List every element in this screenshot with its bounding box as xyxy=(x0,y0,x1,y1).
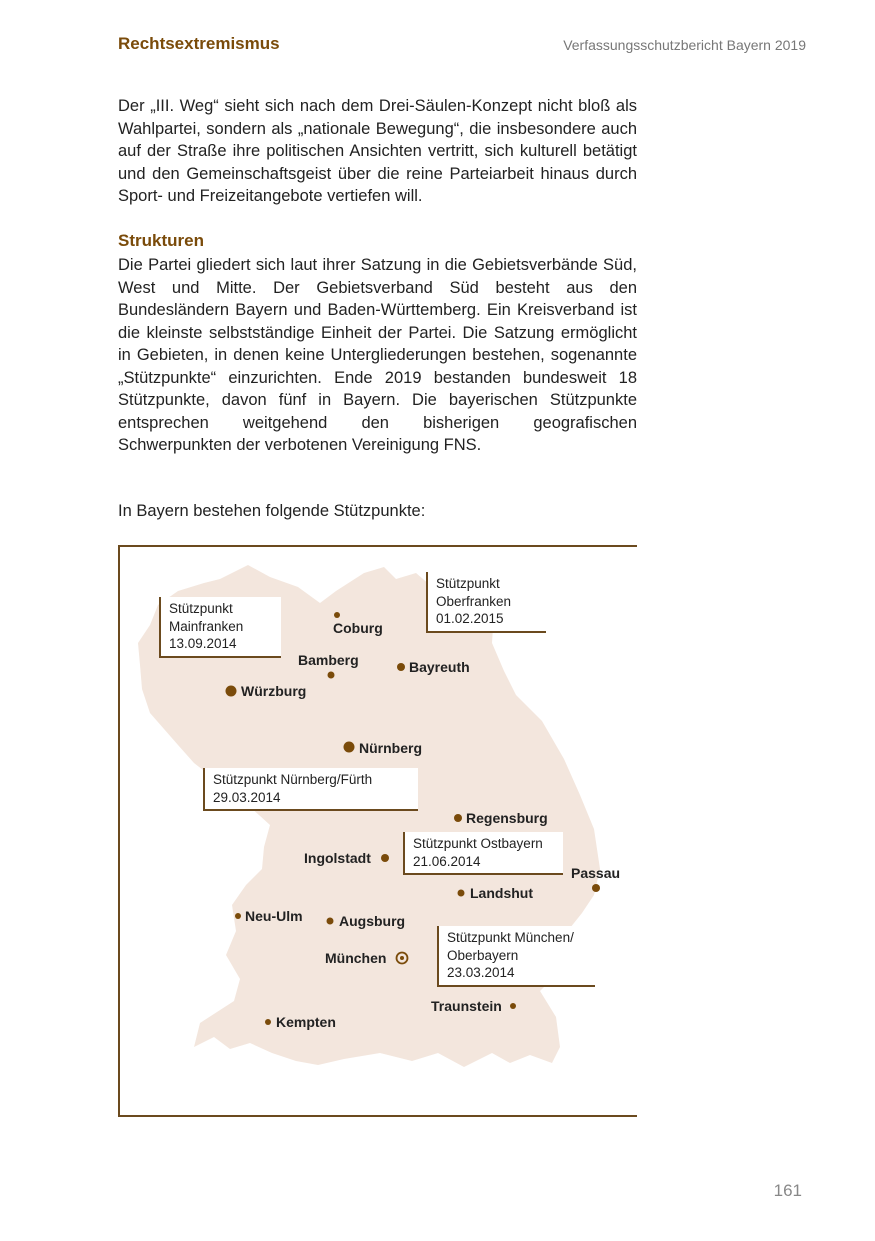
dot-landshut xyxy=(458,890,465,897)
dot-kempten xyxy=(265,1019,271,1025)
label-nuernberg: Nürnberg xyxy=(359,740,422,756)
box-oberfranken xyxy=(426,572,546,633)
section-title: Rechtsextremismus xyxy=(118,34,280,53)
box-nuernberg-fuerth xyxy=(203,768,418,811)
box-mainfranken-line2: Mainfranken xyxy=(169,618,244,634)
label-passau: Passau xyxy=(571,865,621,881)
dot-wuerzburg xyxy=(226,686,237,697)
box-nuernberg-fuerth-line1: Stützpunkt Nürnberg/Fürth xyxy=(213,772,373,787)
box-mainfranken xyxy=(159,597,281,658)
label-coburg: Coburg xyxy=(333,620,383,636)
paragraph-strukturen: Die Partei gliedert sich laut ihrer Satzung in die Gebietsverbände Süd, West und Mitte. Der Gebietsverband Süd besteht aus den Bundesländern Bayern und Baden-Württemberg. Ein Kreisverband ist die kleinste selbstständige Einheit der Partei. Die Satzung ermöglicht in Gebieten, in denen keine Untergliederungen bestehen, sogenannte „Stützpunkte“ einzurichten. Ende 2019 bestanden bundesweit 18 Stützpunkte, davon fünf in Bayern. Die bayerischen Stützpunkte entsprechen weitgehend den bisherigen geografischen Schwerpunkten der verbotenen Vereinigung FNS. xyxy=(118,256,637,454)
label-ingolstadt: Ingolstadt xyxy=(304,850,371,866)
dot-augsburg xyxy=(327,918,334,925)
report-title: Verfassungsschutzbericht Bayern 2019 xyxy=(563,37,806,53)
box-nuernberg-fuerth-date: 29.03.2014 xyxy=(213,789,281,805)
box-mainfranken-date: 13.09.2014 xyxy=(169,636,237,651)
box-mainfranken-line1: Stützpunkt xyxy=(169,601,233,616)
dot-coburg xyxy=(334,612,340,618)
label-landshut: Landshut xyxy=(470,885,533,901)
label-regensburg: Regensburg xyxy=(466,810,548,826)
box-ostbayern xyxy=(403,832,563,875)
dot-bamberg xyxy=(328,672,335,679)
label-traunstein: Traunstein xyxy=(431,998,502,1014)
label-bayreuth: Bayreuth xyxy=(409,659,470,675)
dot-passau xyxy=(592,884,600,892)
dot-muenchen-center xyxy=(400,956,404,960)
box-muenchen-oberbayern-line1: Stützpunkt München/ xyxy=(447,930,574,945)
dot-nuernberg xyxy=(344,742,355,753)
heading-strukturen: Strukturen xyxy=(118,231,204,250)
box-oberfranken-date: 01.02.2015 xyxy=(436,611,504,626)
paragraph-map-intro: In Bayern bestehen folgende Stützpunkte: xyxy=(118,502,426,520)
box-oberfranken-line1: Stützpunkt xyxy=(436,576,500,591)
box-oberfranken-line2: Oberfranken xyxy=(436,593,512,609)
dot-neu-ulm xyxy=(235,913,241,919)
label-neu-ulm: Neu-Ulm xyxy=(245,908,303,924)
dot-ingolstadt xyxy=(381,854,389,862)
map-figure xyxy=(118,545,637,1117)
label-bamberg: Bamberg xyxy=(298,652,359,668)
box-muenchen-oberbayern xyxy=(437,926,595,987)
dot-bayreuth xyxy=(397,663,405,671)
box-muenchen-oberbayern-line2: Oberbayern xyxy=(447,947,519,963)
paragraph-intro: Der „III. Weg“ sieht sich nach dem Drei-Säulen-Konzept nicht bloß als Wahlpartei, sondern als „nationale Bewegung“, die insbesondere auch auf der Straße ihre politischen Ansichten vertritt, sich kulturell betätigt und den Gemeinschaftsgeist über die reine Parteiarbeit hinaus durch Sport- und Freizeitangebote vertiefen will. xyxy=(118,97,637,205)
label-kempten: Kempten xyxy=(276,1014,336,1030)
dot-traunstein xyxy=(510,1003,516,1009)
box-ostbayern-line1: Stützpunkt Ostbayern xyxy=(413,836,543,851)
box-ostbayern-date: 21.06.2014 xyxy=(413,853,481,869)
label-wuerzburg: Würzburg xyxy=(241,683,307,699)
label-muenchen: München xyxy=(325,950,387,966)
running-header xyxy=(118,34,806,58)
page-number: 161 xyxy=(773,1181,802,1200)
label-augsburg: Augsburg xyxy=(339,913,406,929)
dot-regensburg xyxy=(454,814,462,822)
box-muenchen-oberbayern-date: 23.03.2014 xyxy=(447,965,515,980)
